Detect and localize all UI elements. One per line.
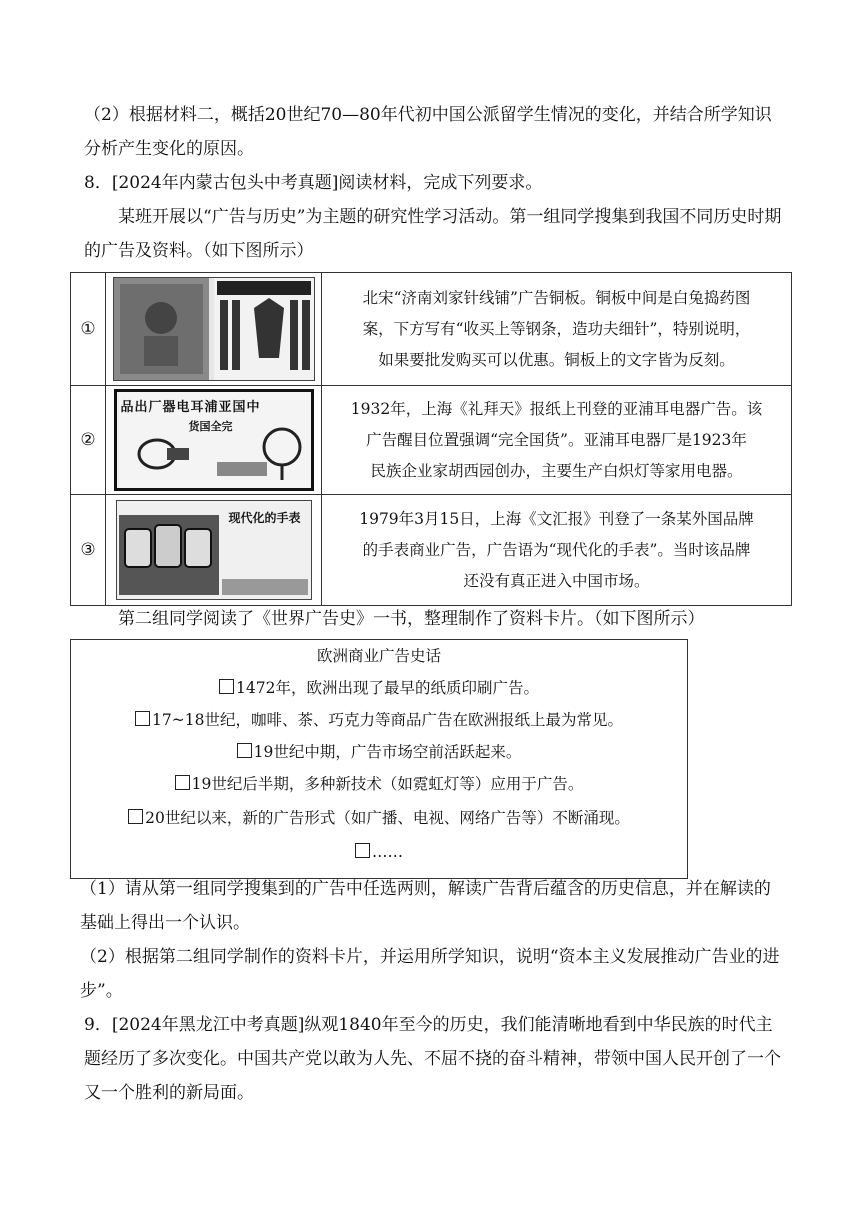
table-row: [71, 273, 792, 386]
lamp-ad-headline: 品出厂器电耳浦亚国中: [120, 400, 261, 415]
ad-text-line: 还没有真正进入中国市场。: [463, 571, 650, 590]
card-item: 17~18世纪，咖啡、茶、巧克力等商品广告在欧洲报纸上最为常见。: [71, 708, 687, 732]
question-9: 9．[2024年黑龙江中考真题]纵观1840年至今的历史，我们能清晰地看到中华民族的时代主题经历了多次变化。中国共产党以敢为人先、不屈不挠的奋斗精神，带领中国人民开创了一个又一个胜利的新局面。: [84, 1015, 781, 1103]
ad-description: [322, 495, 792, 606]
question-8-intro: 某班开展以“广告与历史”为主题的研究性学习活动。第一组同学搜集到我国不同历史时期的广告及资料。（如下图所示）: [84, 207, 782, 261]
lamp-ad-slogan: 货国全完: [188, 420, 233, 433]
ad-text-line: 案，下方写有“收买上等钢条，造功夫细针”，特别说明，: [362, 319, 751, 338]
ads-table: [70, 272, 792, 606]
ad-text-line: 的手表商业广告，广告语为“现代化的手表”。当时该品牌: [362, 540, 751, 559]
watch-ad-image: [116, 500, 312, 600]
card-item: 1472年，欧洲出现了最早的纸质印刷广告。: [71, 676, 687, 700]
row-number: ①: [71, 273, 106, 386]
card-item: 19世纪中期，广告市场空前活跃起来。: [71, 740, 687, 764]
question-8-2: （2）根据第二组同学制作的资料卡片，并运用所学知识，说明“资本主义发展推动广告业的进步”。: [80, 947, 780, 1001]
row-number: ③: [71, 495, 106, 606]
copper-plate-illustration: [114, 278, 314, 380]
ad-text-line: 1932年，上海《礼拜天》报纸上刊登的亚浦耳电器广告。该: [350, 399, 763, 418]
card-item: 20世纪以来，新的广告形式（如广播、电视、网络广告等）不断涌现。: [71, 806, 687, 830]
lamp-ad-image: [114, 389, 314, 491]
checkbox-square-icon: [135, 711, 150, 726]
group-two-intro: 第二组同学阅读了《世界广告史》一书，整理制作了资料卡片。（如下图所示）: [118, 609, 705, 629]
checkbox-square-icon: [219, 679, 234, 694]
copper-plate-ad-image: [113, 277, 315, 381]
question-8-1: （1）请从第一组同学搜集到的广告中任选两则，解读广告背后蕴含的历史信息，并在解读的基础上得出一个认识。: [80, 879, 771, 933]
question-8-heading: 8．[2024年内蒙古包头中考真题]阅读材料，完成下列要求。: [84, 173, 543, 193]
ad-text-line: 如果要批发购买可以优惠。铜板上的文字皆为反刻。: [378, 350, 735, 369]
checkbox-square-icon: [128, 809, 143, 824]
ad-text-line: 北宋“济南刘家针线铺”广告铜板。铜板中间是白兔捣药图: [362, 288, 751, 307]
question-7-2: （2）根据材料二，概括20世纪70—80年代初中国公派留学生情况的变化，并结合所学知识分析产生变化的原因。: [84, 105, 772, 159]
card-item: ……: [71, 840, 687, 864]
ad-description: [322, 273, 792, 386]
ad-image-cell: [106, 495, 322, 606]
ad-text-line: 民族企业家胡西园创办，主要生产白炽灯等家用电器。: [370, 461, 743, 480]
card-title: 欧洲商业广告史话: [316, 647, 441, 665]
ad-image-cell: [106, 273, 322, 386]
ad-text-line: 广告醒目位置强调“完全国货”。亚浦耳电器厂是1923年: [366, 430, 747, 449]
row-number: ②: [71, 386, 106, 495]
ad-text-line: 1979年3月15日，上海《文汇报》刊登了一条某外国品牌: [359, 509, 754, 528]
history-card: [70, 639, 688, 879]
table-row: [71, 495, 792, 606]
ad-image-cell: [106, 386, 322, 495]
lamp-ad-illustration: [117, 392, 311, 488]
checkbox-square-icon: [355, 843, 370, 858]
card-item: 19世纪后半期，多种新技术（如霓虹灯等）应用于广告。: [71, 772, 687, 796]
table-row: [71, 386, 792, 495]
checkbox-square-icon: [237, 743, 252, 758]
ad-description: [322, 386, 792, 495]
checkbox-square-icon: [175, 775, 190, 790]
watch-ad-slogan: 现代化的手表: [228, 511, 301, 525]
